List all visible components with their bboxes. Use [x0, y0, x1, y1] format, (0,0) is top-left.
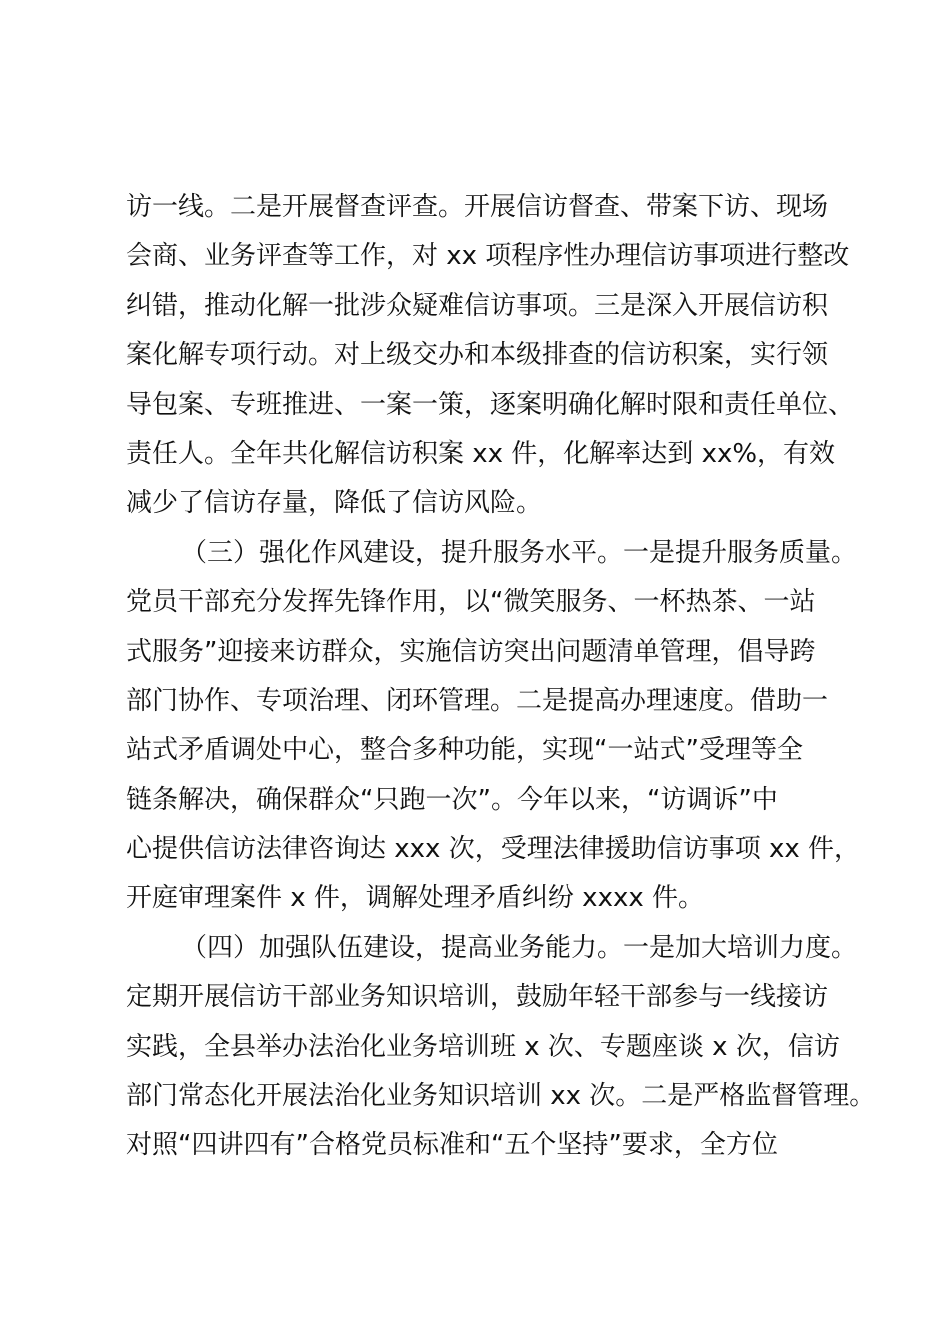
text-line: 责任人。全年共化解信访积案 xx 件，化解率达到 xx%，有效	[126, 438, 836, 469]
text-line: 式服务”迎接来访群众，实施信访突出问题清单管理，倡导跨	[126, 636, 816, 667]
text-line: 链条解决，确保群众“只跑一次”。今年以来，“访调诉”中	[126, 784, 778, 815]
text-line: 会商、业务评查等工作，对 xx 项程序性办理信访事项进行整改	[126, 241, 850, 272]
text-line: 对照“四讲四有”合格党员标准和“五个坚持”要求，全方位	[126, 1130, 778, 1161]
text-line: 访一线。二是开展督查评查。开展信访督查、带案下访、现场	[126, 192, 829, 222]
text-line: 纠错，推动化解一批涉众疑难信访事项。三是深入开展信访积	[126, 290, 829, 321]
text-line: 定期开展信访干部业务知识培训，鼓励年轻干部参与一线接访	[126, 982, 829, 1013]
text-line: 案化解专项行动。对上级交办和本级排查的信访积案，实行领	[126, 340, 829, 371]
text-line: 实践，全县举办法治化业务培训班 x 次、专题座谈 x 次，信访	[126, 1031, 840, 1062]
text-line: 部门常态化开展法治化业务知识培训 xx 次。二是严格监督管理。	[126, 1081, 876, 1112]
text-line: 减少了信访存量，降低了信访风险。	[126, 488, 543, 519]
section-heading-line: （三）强化作风建设，提升服务水平。一是提升服务质量。	[181, 537, 858, 568]
text-line: 心提供信访法律咨询达 xxx 次，受理法律援助信访事项 xx 件，	[126, 834, 860, 865]
text-line: 开庭审理案件 x 件，调解处理矛盾纠纷 xxxx 件。	[126, 883, 704, 914]
document-body	[126, 183, 876, 1171]
section-heading-line: （四）加强队伍建设，提高业务能力。一是加大培训力度。	[181, 932, 858, 963]
text-line: 站式矛盾调处中心，整合多种功能，实现“一站式”受理等全	[126, 735, 803, 766]
text-line: 导包案、专班推进、一案一策，逐案明确化解时限和责任单位、	[126, 389, 855, 420]
text-line: 党员干部充分发挥先锋作用，以“微笑服务、一杯热茶、一站	[126, 587, 816, 618]
text-line: 部门协作、专项治理、闭环管理。二是提高办理速度。借助一	[126, 685, 829, 716]
